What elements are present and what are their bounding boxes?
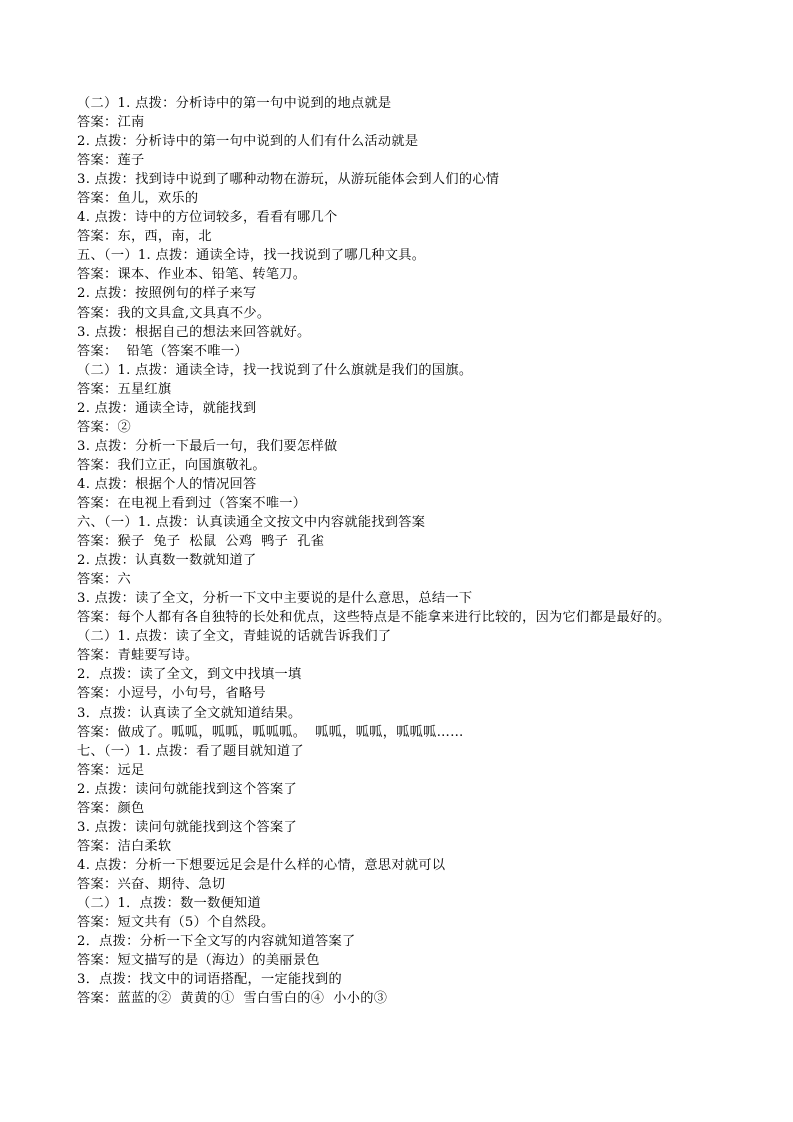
text-line: 3．点拨：找文中的词语搭配，一定能找到的 <box>77 972 342 988</box>
text-line: 五、（一）1. 点拨：通读全诗，找一找说到了哪几种文具。 <box>77 248 426 264</box>
text-line: 答案：青蛙要写诗。 <box>77 648 199 664</box>
text-line: 3. 点拨：根据自己的想法来回答就好。 <box>77 324 311 340</box>
text-line: 答案：我们立正，向国旗敬礼。 <box>77 457 266 473</box>
text-line: 4. 点拨：诗中的方位词较多，看看有哪几个 <box>77 210 338 226</box>
text-line: （二）1. 点拨：读了全文，青蛙说的话就告诉我们了 <box>77 629 392 645</box>
text-line: 答案：六 <box>77 572 131 588</box>
answer-text-block <box>77 94 777 1008</box>
text-line: 2. 点拨：按照例句的样子来写 <box>77 286 257 302</box>
text-line: 答案：短文共有（5）个自然段。 <box>77 915 275 931</box>
text-line: 2. 点拨：认真数一数就知道了 <box>77 553 257 569</box>
text-line: 答案：洁白柔软 <box>77 838 172 854</box>
text-line: 答案：每个人都有各自独特的长处和优点，这些特点是不能拿来进行比较的，因为它们都是最好的。 <box>77 610 671 626</box>
text-line: 答案：东，西，南，北 <box>77 229 212 245</box>
text-line: （二）1. 点拨：分析诗中的第一句中说到的地点就是 <box>77 96 392 111</box>
text-line: 七、（一）1. 点拨：看了题目就知道了 <box>77 743 304 759</box>
text-line: 答案：颜色 <box>77 800 145 816</box>
text-line: 4. 点拨：分析一下想要远足会是什么样的心情，意思对就可以 <box>77 857 446 873</box>
text-line: 答案：做成了。呱呱，呱呱，呱呱呱。 呱呱，呱呱，呱呱呱…… <box>77 724 464 740</box>
text-line: 答案：鱼儿，欢乐的 <box>77 191 199 207</box>
text-line: 答案：江南 <box>77 115 145 131</box>
text-line: 答案：② <box>77 419 131 435</box>
text-line: 3．点拨：认真读了全文就知道结果。 <box>77 705 302 721</box>
text-line: 答案：蓝蓝的② 黄黄的① 雪白雪白的④ 小小的③ <box>77 991 388 1007</box>
text-line: 六、（一）1. 点拨：认真读通全文按文中内容就能找到答案 <box>77 515 426 531</box>
text-line: 2．点拨：读了全文，到文中找填一填 <box>77 667 302 683</box>
text-line: 答案：远足 <box>77 762 145 778</box>
text-line: 答案： 铅笔（答案不唯一） <box>77 343 248 359</box>
text-line: 答案：五星红旗 <box>77 381 172 397</box>
text-line: 3. 点拨：读了全文，分析一下文中主要说的是什么意思，总结一下 <box>77 591 473 607</box>
text-line: （二）1．点拨：数一数便知道 <box>77 895 262 911</box>
text-line: （二）1. 点拨：通读全诗，找一找说到了什么旗就是我们的国旗。 <box>77 362 473 378</box>
text-line: 3. 点拨：找到诗中说到了哪种动物在游玩，从游玩能体会到人们的心情 <box>77 172 500 188</box>
text-line: 2．点拨：分析一下全文写的内容就知道答案了 <box>77 934 356 950</box>
text-line: 答案：猴子 兔子 松鼠 公鸡 鸭子 孔雀 <box>77 534 325 550</box>
text-line: 3. 点拨：分析一下最后一句，我们要怎样做 <box>77 438 338 454</box>
text-line: 答案：课本、作业本、铅笔、转笔刀。 <box>77 267 307 283</box>
text-line: 3. 点拨：读问句就能找到这个答案了 <box>77 819 297 835</box>
text-line: 2. 点拨：读问句就能找到这个答案了 <box>77 781 297 797</box>
text-line: 答案：小逗号，小句号，省略号 <box>77 686 266 702</box>
text-line: 答案：短文描写的是（海边）的美丽景色 <box>77 953 320 969</box>
text-line: 答案：兴奋、期待、急切 <box>77 876 226 892</box>
text-line: 2. 点拨：分析诗中的第一句中说到的人们有什么活动就是 <box>77 134 419 150</box>
text-line: 答案：在电视上看到过（答案不唯一） <box>77 495 307 511</box>
text-line: 4. 点拨：根据个人的情况回答 <box>77 476 257 492</box>
text-line: 答案：我的文具盒,文具真不少。 <box>77 305 271 321</box>
text-line: 答案：莲子 <box>77 153 145 169</box>
text-line: 2. 点拨：通读全诗，就能找到 <box>77 400 257 416</box>
